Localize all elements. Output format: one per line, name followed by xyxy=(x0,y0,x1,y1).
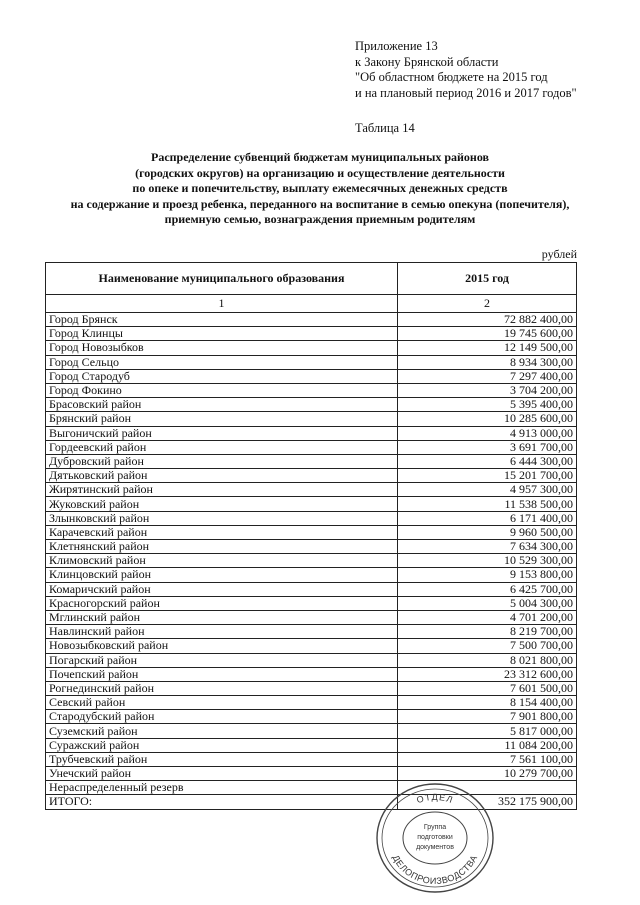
row-value: 7 297 400,00 xyxy=(398,369,577,383)
row-value: 6 444 300,00 xyxy=(398,454,577,468)
row-name: Клетнянский район xyxy=(46,540,398,554)
row-name: Навлинский район xyxy=(46,625,398,639)
table-row xyxy=(46,596,577,610)
table-row xyxy=(46,540,577,554)
table-label: Таблица 14 xyxy=(355,121,415,135)
stamp-ring-top: ОТДЕЛ xyxy=(415,791,455,806)
row-name: Нераспределенный резерв xyxy=(46,781,398,795)
table-row xyxy=(46,313,577,327)
row-name: Город Стародуб xyxy=(46,369,398,383)
table-row xyxy=(46,497,577,511)
column-number: 2 xyxy=(398,295,577,313)
table-row xyxy=(46,383,577,397)
row-value: 8 934 300,00 xyxy=(398,355,577,369)
table-header-row xyxy=(46,263,577,295)
column-header-year: 2015 год xyxy=(398,263,577,295)
table-row xyxy=(46,738,577,752)
table-row xyxy=(46,454,577,468)
table-row xyxy=(46,525,577,539)
svg-text:ОТДЕЛ xyxy=(415,792,454,805)
appendix-line: к Закону Брянской области xyxy=(355,54,499,69)
table-row xyxy=(46,483,577,497)
table-row xyxy=(46,355,577,369)
row-name: Злынковский район xyxy=(46,511,398,525)
table-row xyxy=(46,426,577,440)
row-value: 8 154 400,00 xyxy=(398,696,577,710)
title-line: приемную семью, вознаграждения приемным родителям xyxy=(164,212,476,227)
table-row xyxy=(46,369,577,383)
table-row xyxy=(46,568,577,582)
stamp-center-line: документов xyxy=(416,844,454,851)
row-value: 8 219 700,00 xyxy=(398,625,577,639)
row-value: 7 601 500,00 xyxy=(398,681,577,695)
row-value: 11 538 500,00 xyxy=(398,497,577,511)
row-value: 5 395 400,00 xyxy=(398,398,577,412)
row-value: 10 285 600,00 xyxy=(398,412,577,426)
table-row xyxy=(46,511,577,525)
table-row xyxy=(46,681,577,695)
row-name: Город Брянск xyxy=(46,313,398,327)
row-name: Почепский район xyxy=(46,667,398,681)
column-header-name: Наименование муниципального образования xyxy=(46,263,398,295)
row-name: Трубчевский район xyxy=(46,752,398,766)
table-row xyxy=(46,625,577,639)
row-name: Дятьковский район xyxy=(46,469,398,483)
table-row xyxy=(46,582,577,596)
stamp-center-line: подготовки xyxy=(417,834,453,841)
title-line: Распределение субвенций бюджетам муниципальных районов xyxy=(150,150,490,164)
table-row xyxy=(46,724,577,738)
appendix-block xyxy=(355,39,577,101)
row-name: Город Сельцо xyxy=(46,355,398,369)
row-value: 7 500 700,00 xyxy=(398,639,577,653)
row-name: Мглинский район xyxy=(46,610,398,624)
row-name: Стародубский район xyxy=(46,710,398,724)
row-name: Погарский район xyxy=(46,653,398,667)
row-name: Климовский район xyxy=(46,554,398,568)
row-value: 7 634 300,00 xyxy=(398,540,577,554)
table-row xyxy=(46,341,577,355)
row-name: Рогнединский район xyxy=(46,681,398,695)
table-row xyxy=(46,767,577,781)
department-stamp xyxy=(375,782,495,894)
stamp-center-line: Группа xyxy=(423,824,447,831)
stamp-ring-bottom: ДЕЛОПРОИЗВОДСТВА xyxy=(390,853,480,887)
row-value: 11 084 200,00 xyxy=(398,738,577,752)
row-value: 352 175 900,00 xyxy=(398,795,577,809)
row-value: 6 171 400,00 xyxy=(398,511,577,525)
row-name: Город Новозыбков xyxy=(46,341,398,355)
row-value: 15 201 700,00 xyxy=(398,469,577,483)
table-row xyxy=(46,440,577,454)
table-row xyxy=(46,610,577,624)
row-name: Выгоничский район xyxy=(46,426,398,440)
row-name: ИТОГО: xyxy=(46,795,398,809)
document-title xyxy=(40,150,600,228)
row-value: 4 701 200,00 xyxy=(398,610,577,624)
row-name: Унечский район xyxy=(46,767,398,781)
title-line: по опеке и попечительству, выплату ежемесячных денежных средств xyxy=(132,181,508,196)
row-name: Брянский район xyxy=(46,412,398,426)
row-value: 10 279 700,00 xyxy=(398,767,577,781)
row-name: Дубровский район xyxy=(46,454,398,468)
row-value: 3 704 200,00 xyxy=(398,383,577,397)
row-name: Брасовский район xyxy=(46,398,398,412)
table-row xyxy=(46,795,577,809)
table-body xyxy=(46,313,577,810)
row-name: Жуковский район xyxy=(46,497,398,511)
table-row xyxy=(46,398,577,412)
table-row xyxy=(46,327,577,341)
row-name: Гордеевский район xyxy=(46,440,398,454)
row-name: Суземский район xyxy=(46,724,398,738)
table-row xyxy=(46,781,577,795)
unit-label: рублей xyxy=(541,247,577,261)
row-name: Красногорский район xyxy=(46,596,398,610)
column-number: 1 xyxy=(46,295,398,313)
row-value: 19 745 600,00 xyxy=(398,327,577,341)
row-name: Город Клинцы xyxy=(46,327,398,341)
row-value: 5 004 300,00 xyxy=(398,596,577,610)
table-row xyxy=(46,412,577,426)
subsidy-table xyxy=(45,262,577,810)
row-value: 8 021 800,00 xyxy=(398,653,577,667)
row-name: Комаричский район xyxy=(46,582,398,596)
row-value: 4 913 000,00 xyxy=(398,426,577,440)
table-row xyxy=(46,469,577,483)
row-name: Карачевский район xyxy=(46,525,398,539)
row-value: 72 882 400,00 xyxy=(398,313,577,327)
title-line: на содержание и проезд ребенка, переданного на воспитание в семью опекуна (попечителя), xyxy=(70,196,570,211)
svg-text:ДЕЛОПРОИЗВОДСТВА xyxy=(391,853,480,886)
table-row xyxy=(46,710,577,724)
row-name: Суражский район xyxy=(46,738,398,752)
table-row xyxy=(46,752,577,766)
row-value: 5 817 000,00 xyxy=(398,724,577,738)
row-value: 23 312 600,00 xyxy=(398,667,577,681)
appendix-line: Приложение 13 xyxy=(355,39,438,53)
row-value: 10 529 300,00 xyxy=(398,554,577,568)
row-name: Город Фокино xyxy=(46,383,398,397)
table-row xyxy=(46,639,577,653)
appendix-line: и на плановый период 2016 и 2017 годов" xyxy=(355,85,577,100)
table-row xyxy=(46,667,577,681)
table-row xyxy=(46,653,577,667)
row-name: Севский район xyxy=(46,696,398,710)
row-name: Новозыбковский район xyxy=(46,639,398,653)
row-name: Клинцовский район xyxy=(46,568,398,582)
column-number-row xyxy=(46,295,577,313)
row-value: 7 561 100,00 xyxy=(398,752,577,766)
appendix-line: "Об областном бюджете на 2015 год xyxy=(355,70,548,84)
table-row xyxy=(46,554,577,568)
table-row xyxy=(46,696,577,710)
row-value: 4 957 300,00 xyxy=(398,483,577,497)
row-value: 3 691 700,00 xyxy=(398,440,577,454)
row-value: 6 425 700,00 xyxy=(398,582,577,596)
row-value: 12 149 500,00 xyxy=(398,341,577,355)
title-line: (городских округов) на организацию и осуществление деятельности xyxy=(135,165,505,180)
row-name: Жирятинский район xyxy=(46,483,398,497)
row-value: 9 960 500,00 xyxy=(398,525,577,539)
row-value: 9 153 800,00 xyxy=(398,568,577,582)
row-value: 7 901 800,00 xyxy=(398,710,577,724)
